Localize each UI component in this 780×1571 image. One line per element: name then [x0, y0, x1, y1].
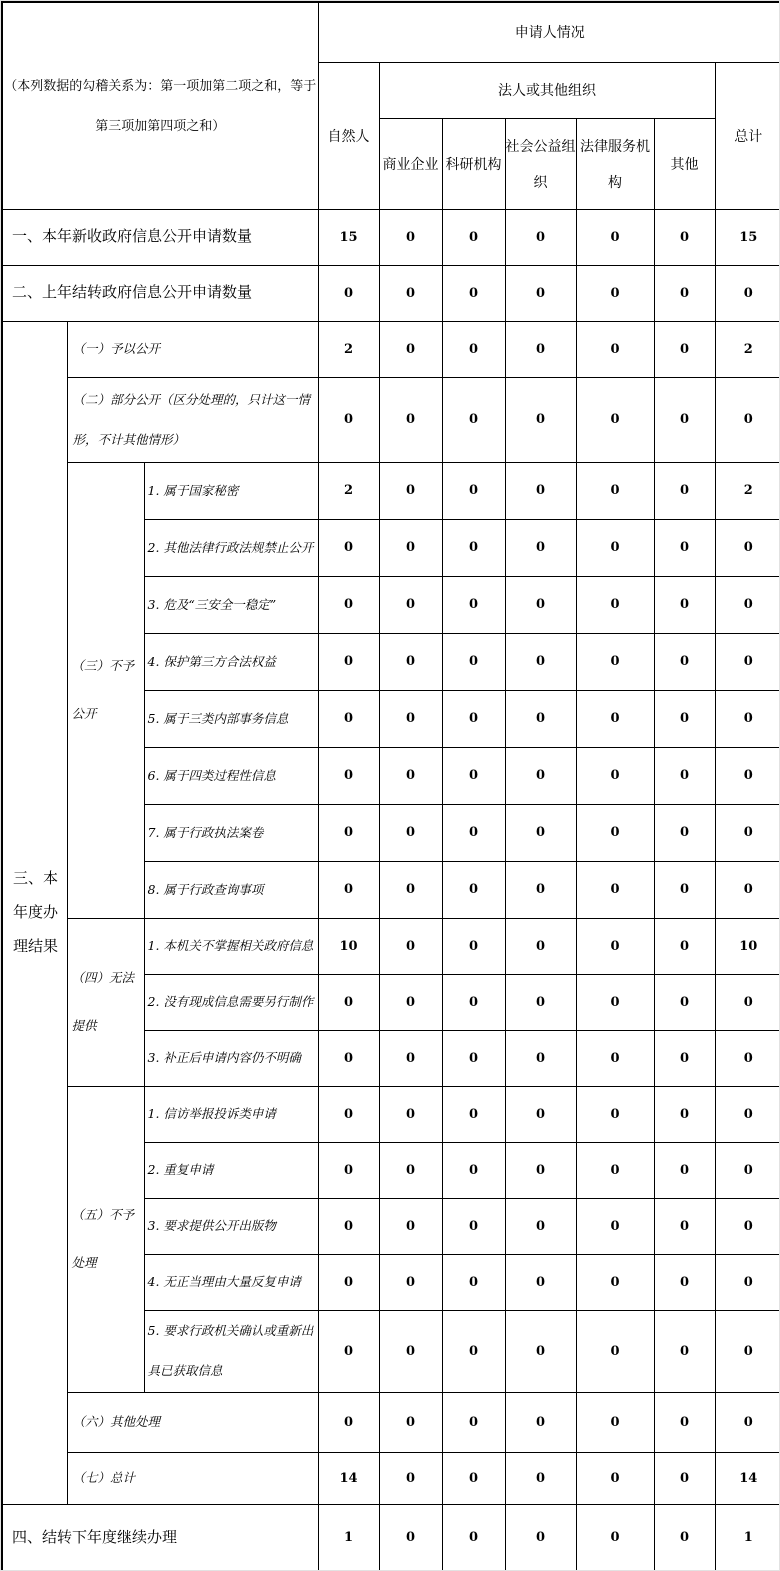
value-cell-research-institution: 0	[442, 1392, 505, 1452]
value-cell-other-org: 0	[654, 265, 715, 321]
value-cell-research-institution: 0	[442, 633, 505, 690]
value-cell-natural-person: 15	[318, 209, 379, 265]
value-cell-commercial-enterprise: 0	[379, 1254, 442, 1310]
value-cell-public-welfare-org: 0	[505, 690, 576, 747]
value-cell-other-org: 0	[654, 519, 715, 576]
value-cell-public-welfare-org: 0	[505, 1254, 576, 1310]
value-cell-total: 0	[715, 1198, 780, 1254]
value-cell-total: 0	[715, 519, 780, 576]
row-label: （一）予以公开	[67, 321, 318, 377]
value-cell-total: 0	[715, 265, 780, 321]
value-cell-commercial-enterprise: 0	[379, 690, 442, 747]
value-cell-public-welfare-org: 0	[505, 633, 576, 690]
group-unable-to-provide: （四）无法提供	[67, 918, 144, 1086]
table-row	[2, 209, 780, 265]
value-cell-other-org: 0	[654, 1142, 715, 1198]
value-cell-other-org: 0	[654, 974, 715, 1030]
row-label: （六）其他处理	[67, 1392, 318, 1452]
applications-statistics-table	[1, 1, 780, 1571]
value-cell-commercial-enterprise: 0	[379, 1504, 442, 1571]
value-cell-legal-service-org: 0	[576, 1086, 654, 1142]
value-cell-other-org: 0	[654, 462, 715, 519]
value-cell-commercial-enterprise: 0	[379, 377, 442, 462]
value-cell-legal-service-org: 0	[576, 747, 654, 804]
value-cell-commercial-enterprise: 0	[379, 321, 442, 377]
value-cell-natural-person: 0	[318, 519, 379, 576]
header-row-1	[2, 2, 780, 62]
value-cell-total: 15	[715, 209, 780, 265]
value-cell-commercial-enterprise: 0	[379, 633, 442, 690]
value-cell-total: 0	[715, 1086, 780, 1142]
value-cell-research-institution: 0	[442, 1198, 505, 1254]
value-cell-research-institution: 0	[442, 804, 505, 861]
value-cell-other-org: 0	[654, 1504, 715, 1571]
value-cell-total: 2	[715, 462, 780, 519]
value-cell-research-institution: 0	[442, 209, 505, 265]
value-cell-commercial-enterprise: 0	[379, 1030, 442, 1086]
value-cell-natural-person: 0	[318, 804, 379, 861]
value-cell-total: 0	[715, 747, 780, 804]
row-label: 1. 本机关不掌握相关政府信息	[144, 918, 318, 974]
row-label: （二）部分公开（区分处理的，只计这一情形，不计其他情形）	[67, 377, 318, 462]
value-cell-other-org: 0	[654, 918, 715, 974]
row-label: 3. 补正后申请内容仍不明确	[144, 1030, 318, 1086]
row-label: 4. 保护第三方合法权益	[144, 633, 318, 690]
value-cell-total: 0	[715, 690, 780, 747]
header-applicant-situation: 申请人情况	[318, 2, 780, 62]
value-cell-research-institution: 0	[442, 1254, 505, 1310]
value-cell-public-welfare-org: 0	[505, 1142, 576, 1198]
value-cell-natural-person: 2	[318, 321, 379, 377]
value-cell-commercial-enterprise: 0	[379, 861, 442, 918]
value-cell-public-welfare-org: 0	[505, 974, 576, 1030]
value-cell-other-org: 0	[654, 804, 715, 861]
value-cell-commercial-enterprise: 0	[379, 1198, 442, 1254]
value-cell-other-org: 0	[654, 377, 715, 462]
value-cell-legal-service-org: 0	[576, 1392, 654, 1452]
header-legal-service-org: 法律服务机构	[576, 118, 654, 209]
table-row	[2, 321, 780, 377]
value-cell-legal-service-org: 0	[576, 321, 654, 377]
row-label: 5. 要求行政机关确认或重新出具已获取信息	[144, 1310, 318, 1392]
value-cell-public-welfare-org: 0	[505, 804, 576, 861]
value-cell-research-institution: 0	[442, 1504, 505, 1571]
value-cell-legal-service-org: 0	[576, 1452, 654, 1504]
value-cell-other-org: 0	[654, 209, 715, 265]
value-cell-public-welfare-org: 0	[505, 209, 576, 265]
value-cell-research-institution: 0	[442, 1086, 505, 1142]
value-cell-commercial-enterprise: 0	[379, 1392, 442, 1452]
row-label: 8. 属于行政查询事项	[144, 861, 318, 918]
value-cell-research-institution: 0	[442, 462, 505, 519]
value-cell-other-org: 0	[654, 690, 715, 747]
value-cell-research-institution: 0	[442, 1310, 505, 1392]
value-cell-total: 0	[715, 1392, 780, 1452]
section-annual-processing-results: 三、本年度办理结果	[2, 321, 67, 1504]
value-cell-total: 0	[715, 1142, 780, 1198]
value-cell-commercial-enterprise: 0	[379, 576, 442, 633]
value-cell-commercial-enterprise: 0	[379, 1086, 442, 1142]
value-cell-research-institution: 0	[442, 747, 505, 804]
value-cell-other-org: 0	[654, 1452, 715, 1504]
table-row	[2, 1392, 780, 1452]
value-cell-legal-service-org: 0	[576, 1142, 654, 1198]
value-cell-research-institution: 0	[442, 321, 505, 377]
value-cell-public-welfare-org: 0	[505, 861, 576, 918]
value-cell-commercial-enterprise: 0	[379, 1452, 442, 1504]
value-cell-commercial-enterprise: 0	[379, 462, 442, 519]
value-cell-natural-person: 0	[318, 576, 379, 633]
value-cell-public-welfare-org: 0	[505, 1086, 576, 1142]
table-row	[2, 1086, 780, 1142]
value-cell-natural-person: 0	[318, 747, 379, 804]
table-row	[2, 462, 780, 519]
value-cell-natural-person: 0	[318, 1254, 379, 1310]
value-cell-natural-person: 0	[318, 1086, 379, 1142]
value-cell-commercial-enterprise: 0	[379, 1142, 442, 1198]
row-label: 2. 其他法律行政法规禁止公开	[144, 519, 318, 576]
value-cell-research-institution: 0	[442, 861, 505, 918]
value-cell-legal-service-org: 0	[576, 265, 654, 321]
value-cell-public-welfare-org: 0	[505, 1030, 576, 1086]
value-cell-other-org: 0	[654, 1254, 715, 1310]
header-total: 总计	[715, 62, 780, 209]
row-label: 二、上年结转政府信息公开申请数量	[2, 265, 318, 321]
row-label: 6. 属于四类过程性信息	[144, 747, 318, 804]
value-cell-public-welfare-org: 0	[505, 1198, 576, 1254]
value-cell-total: 14	[715, 1452, 780, 1504]
group-not-processed: （五）不予处理	[67, 1086, 144, 1392]
value-cell-legal-service-org: 0	[576, 690, 654, 747]
value-cell-natural-person: 0	[318, 1030, 379, 1086]
value-cell-natural-person: 0	[318, 265, 379, 321]
value-cell-total: 0	[715, 804, 780, 861]
value-cell-public-welfare-org: 0	[505, 576, 576, 633]
value-cell-commercial-enterprise: 0	[379, 519, 442, 576]
value-cell-other-org: 0	[654, 861, 715, 918]
value-cell-commercial-enterprise: 0	[379, 209, 442, 265]
value-cell-natural-person: 1	[318, 1504, 379, 1571]
value-cell-public-welfare-org: 0	[505, 377, 576, 462]
value-cell-natural-person: 0	[318, 861, 379, 918]
value-cell-legal-service-org: 0	[576, 804, 654, 861]
value-cell-public-welfare-org: 0	[505, 1452, 576, 1504]
value-cell-public-welfare-org: 0	[505, 1392, 576, 1452]
value-cell-research-institution: 0	[442, 1142, 505, 1198]
group-not-disclosed: （三）不予公开	[67, 462, 144, 918]
value-cell-natural-person: 0	[318, 1310, 379, 1392]
value-cell-other-org: 0	[654, 747, 715, 804]
value-cell-natural-person: 0	[318, 1142, 379, 1198]
value-cell-natural-person: 0	[318, 633, 379, 690]
value-cell-public-welfare-org: 0	[505, 321, 576, 377]
value-cell-other-org: 0	[654, 321, 715, 377]
value-cell-legal-service-org: 0	[576, 462, 654, 519]
value-cell-legal-service-org: 0	[576, 377, 654, 462]
value-cell-natural-person: 0	[318, 1198, 379, 1254]
value-cell-other-org: 0	[654, 633, 715, 690]
row-label: 2. 没有现成信息需要另行制作	[144, 974, 318, 1030]
table-row	[2, 377, 780, 462]
value-cell-research-institution: 0	[442, 576, 505, 633]
value-cell-legal-service-org: 0	[576, 918, 654, 974]
value-cell-commercial-enterprise: 0	[379, 804, 442, 861]
value-cell-total: 0	[715, 1030, 780, 1086]
value-cell-commercial-enterprise: 0	[379, 265, 442, 321]
value-cell-public-welfare-org: 0	[505, 1504, 576, 1571]
row-label: 1. 信访举报投诉类申请	[144, 1086, 318, 1142]
corner-note-line-1: （本列数据的勾稽关系为：第一项加第二项之和，等于	[4, 77, 317, 93]
header-commercial-enterprise: 商业企业	[379, 118, 442, 209]
row-label: 四、结转下年度继续办理	[2, 1504, 318, 1571]
value-cell-natural-person: 2	[318, 462, 379, 519]
row-label: 5. 属于三类内部事务信息	[144, 690, 318, 747]
table-row	[2, 265, 780, 321]
value-cell-research-institution: 0	[442, 918, 505, 974]
value-cell-legal-service-org: 0	[576, 633, 654, 690]
value-cell-total: 10	[715, 918, 780, 974]
value-cell-total: 0	[715, 1254, 780, 1310]
value-cell-commercial-enterprise: 0	[379, 918, 442, 974]
value-cell-total: 0	[715, 861, 780, 918]
value-cell-public-welfare-org: 0	[505, 265, 576, 321]
value-cell-commercial-enterprise: 0	[379, 747, 442, 804]
value-cell-research-institution: 0	[442, 519, 505, 576]
value-cell-legal-service-org: 0	[576, 576, 654, 633]
value-cell-other-org: 0	[654, 1030, 715, 1086]
value-cell-natural-person: 10	[318, 918, 379, 974]
value-cell-legal-service-org: 0	[576, 1030, 654, 1086]
value-cell-public-welfare-org: 0	[505, 519, 576, 576]
value-cell-legal-service-org: 0	[576, 1310, 654, 1392]
value-cell-legal-service-org: 0	[576, 974, 654, 1030]
value-cell-total: 0	[715, 377, 780, 462]
value-cell-legal-service-org: 0	[576, 209, 654, 265]
value-cell-total: 0	[715, 633, 780, 690]
table-row	[2, 1504, 780, 1571]
row-label: 1. 属于国家秘密	[144, 462, 318, 519]
value-cell-natural-person: 14	[318, 1452, 379, 1504]
row-label: （七）总计	[67, 1452, 318, 1504]
value-cell-total: 0	[715, 576, 780, 633]
value-cell-other-org: 0	[654, 1310, 715, 1392]
header-research-institution: 科研机构	[442, 118, 505, 209]
table-row	[2, 918, 780, 974]
value-cell-natural-person: 0	[318, 690, 379, 747]
value-cell-other-org: 0	[654, 1392, 715, 1452]
value-cell-legal-service-org: 0	[576, 1254, 654, 1310]
value-cell-public-welfare-org: 0	[505, 747, 576, 804]
value-cell-natural-person: 0	[318, 974, 379, 1030]
value-cell-research-institution: 0	[442, 974, 505, 1030]
value-cell-total: 0	[715, 1310, 780, 1392]
value-cell-public-welfare-org: 0	[505, 1310, 576, 1392]
value-cell-legal-service-org: 0	[576, 519, 654, 576]
corner-note-cell	[2, 2, 318, 209]
row-label: 3. 要求提供公开出版物	[144, 1198, 318, 1254]
value-cell-total: 2	[715, 321, 780, 377]
value-cell-public-welfare-org: 0	[505, 918, 576, 974]
value-cell-research-institution: 0	[442, 1452, 505, 1504]
row-label: 2. 重复申请	[144, 1142, 318, 1198]
row-label: 一、本年新收政府信息公开申请数量	[2, 209, 318, 265]
row-label: 3. 危及“三安全一稳定”	[144, 576, 318, 633]
corner-note-line-2: 第三项加第四项之和）	[95, 117, 226, 133]
value-cell-legal-service-org: 0	[576, 1504, 654, 1571]
value-cell-natural-person: 0	[318, 1392, 379, 1452]
value-cell-commercial-enterprise: 0	[379, 1310, 442, 1392]
header-legal-or-other-org: 法人或其他组织	[379, 62, 715, 118]
row-label: 7. 属于行政执法案卷	[144, 804, 318, 861]
value-cell-research-institution: 0	[442, 265, 505, 321]
value-cell-research-institution: 0	[442, 690, 505, 747]
value-cell-public-welfare-org: 0	[505, 462, 576, 519]
value-cell-other-org: 0	[654, 1198, 715, 1254]
value-cell-research-institution: 0	[442, 377, 505, 462]
row-label: 4. 无正当理由大量反复申请	[144, 1254, 318, 1310]
value-cell-natural-person: 0	[318, 377, 379, 462]
value-cell-other-org: 0	[654, 576, 715, 633]
value-cell-legal-service-org: 0	[576, 861, 654, 918]
header-other-org: 其他	[654, 118, 715, 209]
value-cell-commercial-enterprise: 0	[379, 974, 442, 1030]
value-cell-total: 0	[715, 974, 780, 1030]
value-cell-total: 1	[715, 1504, 780, 1571]
value-cell-legal-service-org: 0	[576, 1198, 654, 1254]
value-cell-other-org: 0	[654, 1086, 715, 1142]
value-cell-research-institution: 0	[442, 1030, 505, 1086]
table-row	[2, 1452, 780, 1504]
header-public-welfare-org: 社会公益组织	[505, 118, 576, 209]
header-natural-person: 自然人	[318, 62, 379, 209]
